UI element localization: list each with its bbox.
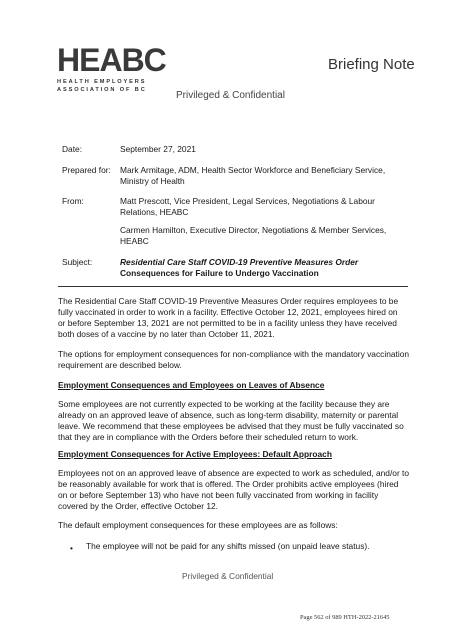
bullet-item-unpaid: The employee will not be paid for any shifts missed (on unpaid leave status). [86,541,370,551]
paragraph-options-intro [58,349,414,371]
paragraph-active-employees [58,468,414,512]
from-person1-line2: Relations, HEABC [120,207,189,217]
prepared-for-line1: Mark Armitage, ADM, Health Sector Workforce and Beneficiary Service, [120,165,386,175]
p4-line4: covered by the Order, effective October 12. [58,501,218,511]
p4-line2: be reasonably available for work that is offered. The Order prohibits active employees (hired [58,479,399,489]
p4-line3: on or before September 13) who have not been fully vaccinated from working in facility [58,490,379,500]
p3-line1: Some employees are not currently expected to be working at the facility because they are [58,399,390,409]
heading-active-employees: Employment Consequences for Active Employees: Default Approach [58,449,332,459]
bullet-icon: • [70,543,73,553]
p1-line3: or before September 13, 2021 are not permitted to be in a facility unless they have received [58,318,397,328]
from-label: From: [62,196,84,206]
paragraph-order-requirement [58,296,414,340]
p2-line1: The options for employment consequences for non-compliance with the mandatory vaccination [58,349,410,359]
subject-line2: Consequences for Failure to Undergo Vaccination [120,268,319,278]
p3-line3: leave. We recommend that these employees be advised that they must be fully vaccinated so [58,421,404,431]
p1-line2: fully vaccinated in order to work in a facility. Effective October 12, 2021, employees hired on [58,307,398,317]
from-person1-line1: Matt Prescott, Vice President, Legal Services, Negotiations & Labour [120,196,375,206]
date-value: September 27, 2021 [120,144,196,154]
page-number: Page 562 of 989 HTH-2022-21645 [300,614,390,621]
from-person2-line2: HEABC [120,236,149,246]
heabc-logo: HEABC [57,42,166,78]
p1-line4: both doses of a vaccine by no later than October 11, 2021. [58,329,275,339]
subject-line1-text: Residential Care Staff COVID-19 Preventive Measures Order [120,257,359,267]
p3-line2: already on an approved leave of absence, such as long-term disability, maternity or parental [58,410,399,420]
subject-line1 [120,257,358,268]
subject-label: Subject: [62,257,93,267]
subject-divider [58,286,408,287]
confidential-footer: Privileged & Confidential [182,571,274,581]
from-person2-line1: Carmen Hamilton, Executive Director, Negotiations & Member Services, [120,225,387,235]
p4-line1: Employees not on an approved leave of absence are expected to work as scheduled, and/or to [58,468,410,478]
p3-line4: that they are in compliance with the Orders before their scheduled return to work. [58,432,359,442]
p2-line2: requirement are described below. [58,360,182,370]
confidential-header: Privileged & Confidential [176,90,285,101]
paragraph-leaves-of-absence [58,399,414,443]
logo-subtitle-line1: HEALTH EMPLOYERS [57,79,147,85]
prepared-for-line2: Ministry of Health [120,176,185,186]
prepared-for-label: Prepared for: [62,165,111,175]
date-label: Date: [62,144,83,154]
p1-line1: The Residential Care Staff COVID-19 Preventive Measures Order requires employees to be [58,296,399,306]
heading-leaves-of-absence: Employment Consequences and Employees on Leaves of Absence [58,380,325,390]
paragraph-default-consequences: The default employment consequences for these employees are as follows: [58,520,338,530]
document-type-title: Briefing Note [328,56,415,73]
logo-subtitle-line2: ASSOCIATION OF BC [57,87,147,93]
